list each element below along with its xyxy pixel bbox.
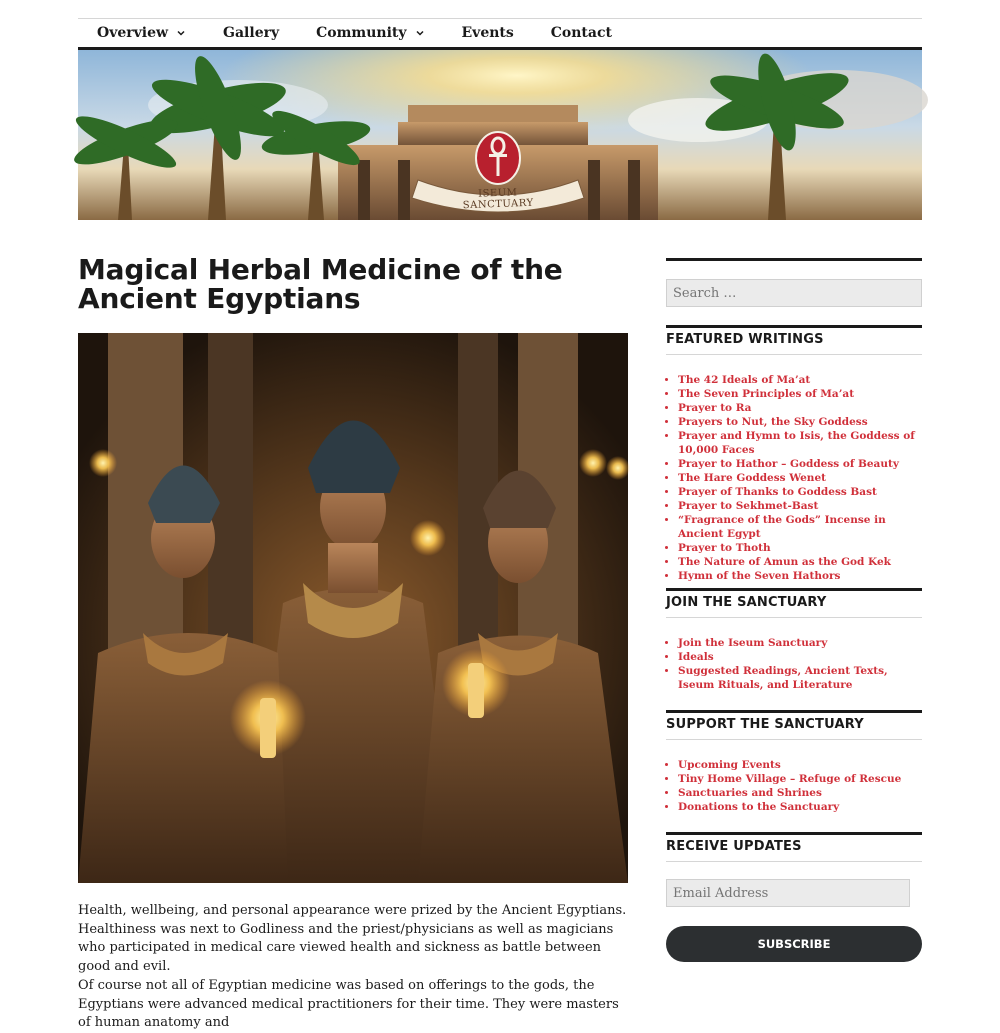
nav-item-label: Overview: [97, 25, 169, 41]
subscribe-button[interactable]: SUBSCRIBE: [666, 926, 922, 962]
list-item[interactable]: • Sanctuaries and Shrines: [678, 786, 922, 800]
list-item[interactable]: • Suggested Readings, Ancient Texts, Iseum Rituals, and Literature: [678, 664, 922, 692]
support-sanctuary-list: [666, 758, 922, 814]
nav-item-overview[interactable]: [78, 19, 204, 47]
list-item[interactable]: • Join the Iseum Sanctuary: [678, 636, 922, 650]
list-item[interactable]: • Tiny Home Village – Refuge of Rescue: [678, 772, 922, 786]
article-paragraph: Of course not all of Egyptian medicine was based on offerings to the gods, the Egyptians were advanced medical practitioners for their time. They were masters of human anatomy and: [78, 977, 619, 1031]
widget-title: JOIN THE SANCTUARY: [666, 591, 922, 618]
featured-image: [78, 333, 628, 883]
list-item[interactable]: • The 42 Ideals of Ma’at: [678, 373, 922, 387]
list-item[interactable]: • Donations to the Sanctuary: [678, 800, 922, 814]
main-navigation: [78, 18, 922, 50]
join-sanctuary-widget: [666, 588, 922, 692]
list-item[interactable]: • “Fragrance of the Gods” Incense in Ancient Egypt: [678, 513, 922, 541]
list-item[interactable]: • Prayers to Nut, the Sky Goddess: [678, 415, 922, 429]
list-item[interactable]: • The Hare Goddess Wenet: [678, 471, 922, 485]
widget-title: SUPPORT THE SANCTUARY: [666, 713, 922, 740]
nav-item-events[interactable]: [443, 19, 532, 47]
list-item[interactable]: • The Seven Principles of Ma’at: [678, 387, 922, 401]
nav-item-label: Gallery: [223, 25, 280, 41]
page-title: Magical Herbal Medicine of the Ancient Egyptians: [78, 253, 563, 315]
list-item[interactable]: • Ideals: [678, 650, 922, 664]
chevron-down-icon: [415, 28, 425, 38]
list-item[interactable]: • Prayer to Hathor – Goddess of Beauty: [678, 457, 922, 471]
list-item[interactable]: • Prayer to Sekhmet-Bast: [678, 499, 922, 513]
list-item[interactable]: • Prayer and Hymn to Isis, the Goddess of 10,000 Faces: [678, 429, 922, 457]
article-body: [78, 902, 634, 1033]
logo-text: ISEUM SANCTUARY: [462, 187, 534, 212]
chevron-down-icon: [176, 28, 186, 38]
nav-item-community[interactable]: [297, 19, 442, 47]
widget-title: FEATURED WRITINGS: [666, 328, 922, 355]
support-sanctuary-widget: [666, 710, 922, 814]
receive-updates-widget: [666, 832, 922, 862]
list-item[interactable]: • Prayer to Ra: [678, 401, 922, 415]
list-item[interactable]: • The Nature of Amun as the God Kek: [678, 555, 922, 569]
sidebar-top-rule: [666, 258, 922, 261]
list-item[interactable]: • Hymn of the Seven Hathors: [678, 569, 922, 583]
nav-item-label: Events: [461, 25, 514, 41]
list-item[interactable]: • Prayer of Thanks to Goddess Bast: [678, 485, 922, 499]
nav-item-contact[interactable]: [532, 19, 630, 47]
widget-title: RECEIVE UPDATES: [666, 835, 922, 862]
search-input[interactable]: [666, 279, 922, 307]
list-item[interactable]: • Upcoming Events: [678, 758, 922, 772]
header-banner[interactable]: [78, 50, 922, 220]
featured-writings-list: [666, 373, 922, 583]
featured-writings-widget: [666, 325, 922, 583]
nav-item-gallery[interactable]: [204, 19, 297, 47]
ankh-icon: [476, 132, 520, 184]
nav-item-label: Community: [316, 25, 407, 41]
nav-item-label: Contact: [550, 25, 612, 41]
join-sanctuary-list: [666, 636, 922, 692]
list-item[interactable]: • Prayer to Thoth: [678, 541, 922, 555]
email-field[interactable]: [666, 879, 910, 907]
article-paragraph: Health, wellbeing, and personal appearance were prized by the Ancient Egyptians. Healthiness was next to Godliness and the priest/physicians as well as magicians who participated in medical care viewed health and sickness as battle between good and evil.: [78, 903, 627, 975]
